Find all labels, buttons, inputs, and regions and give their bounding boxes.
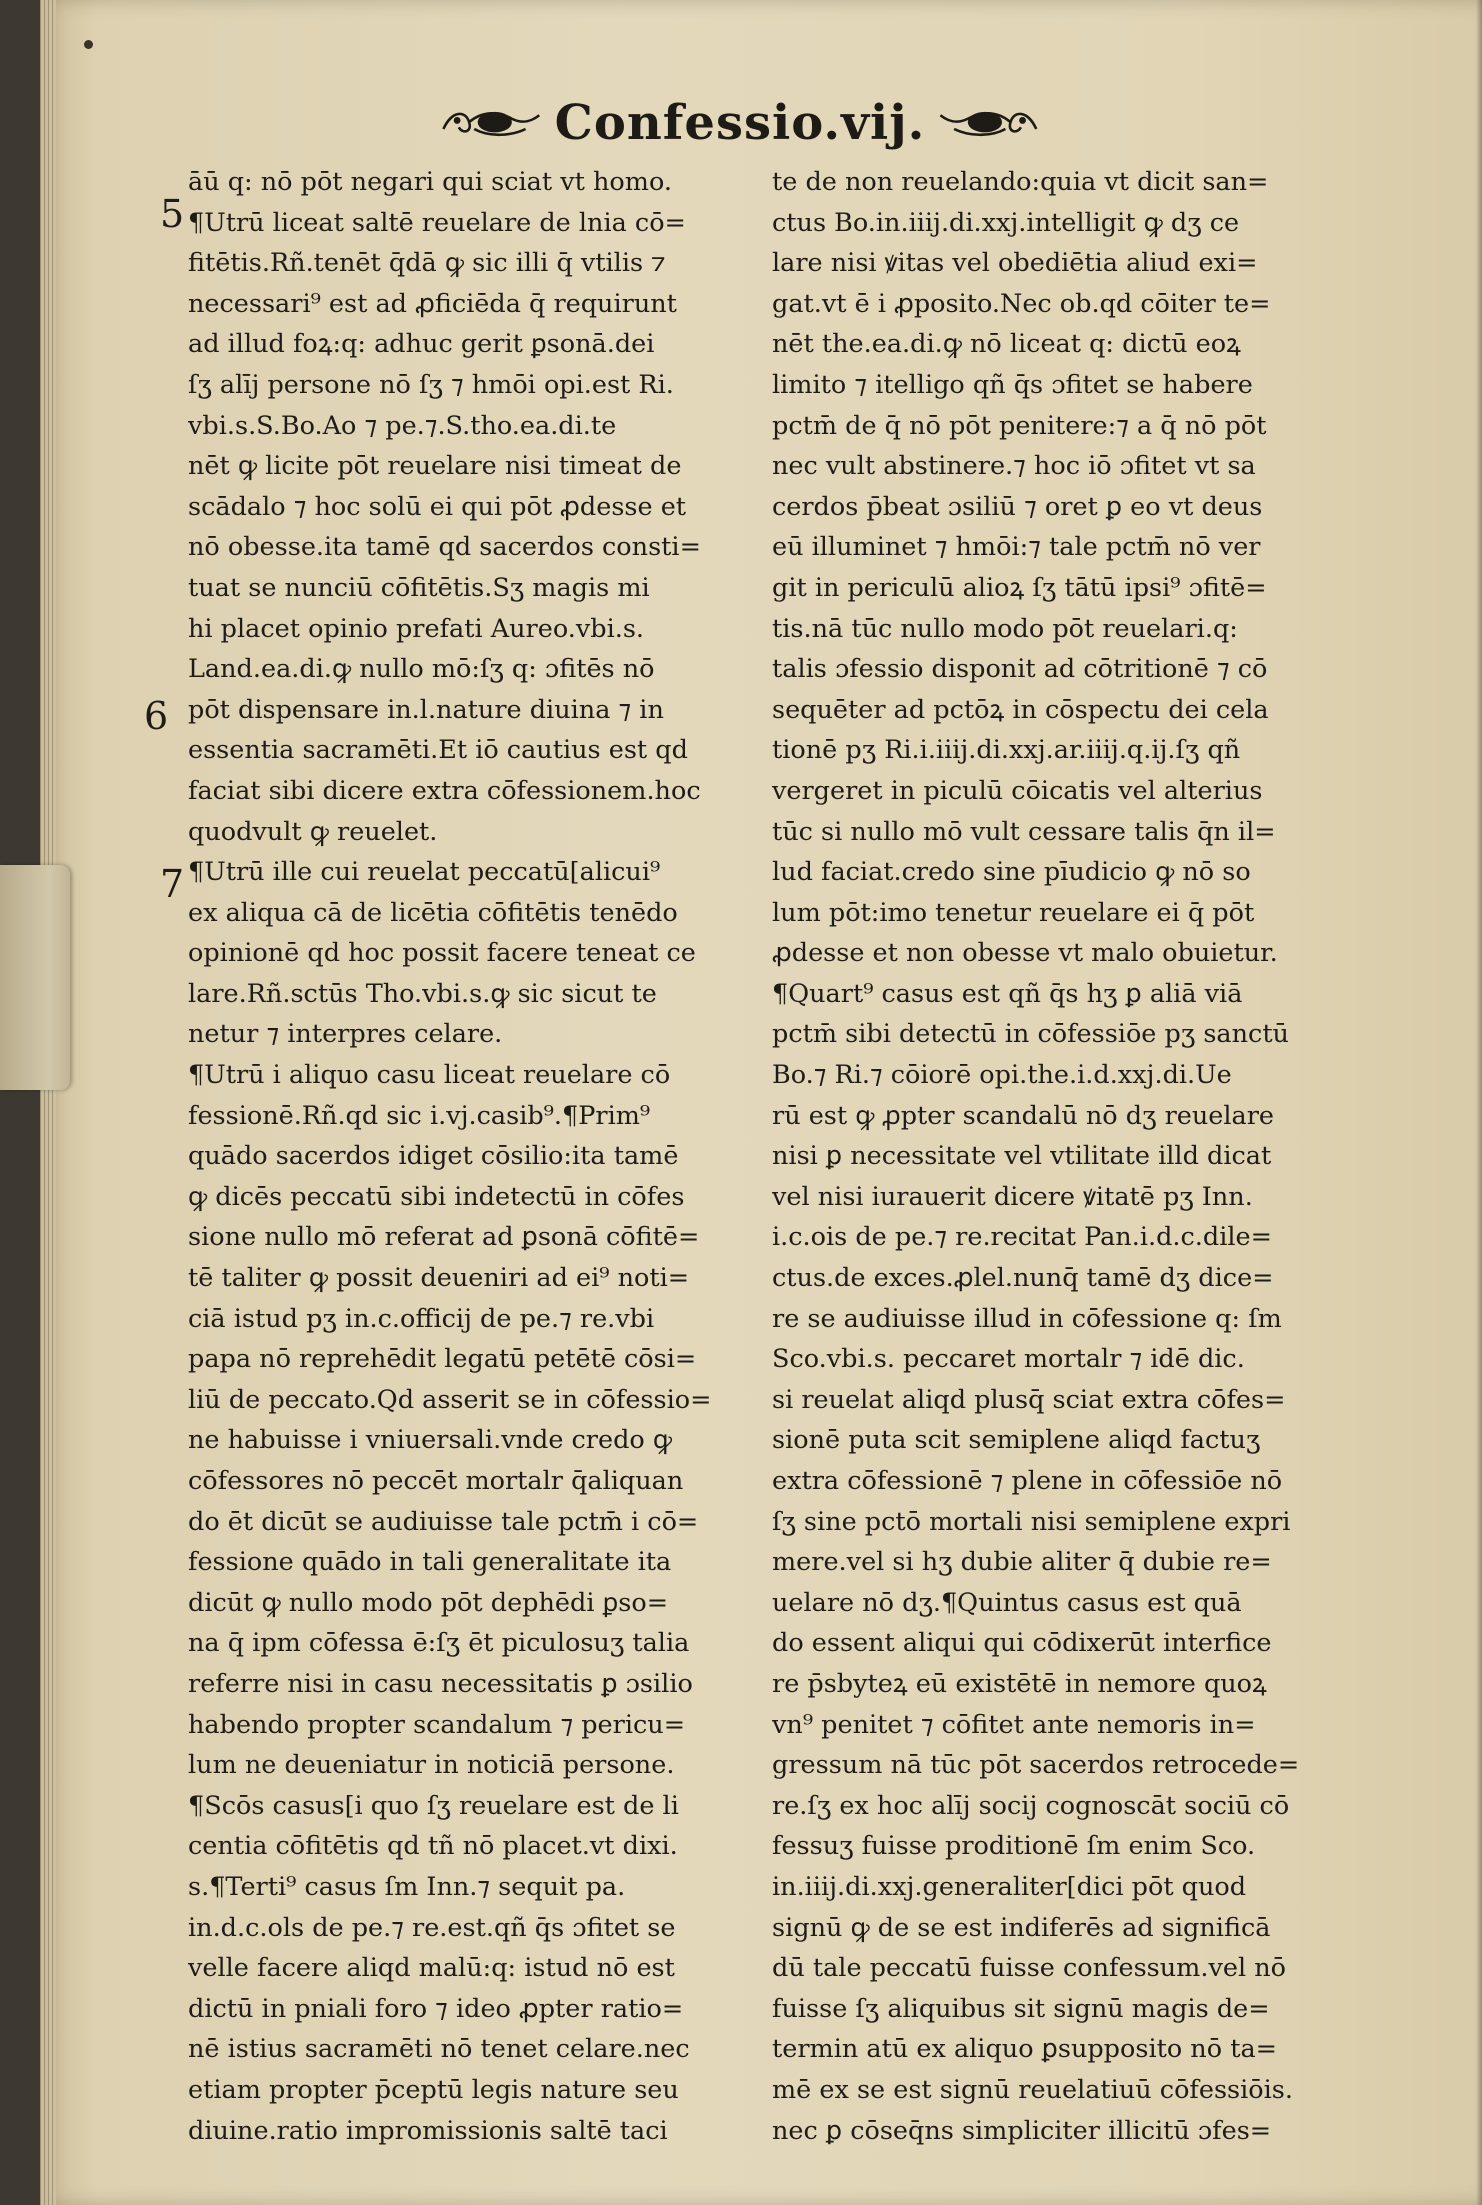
text-line: termin atū ex aliquo ꝑsupposito nō ta= [772, 2034, 1278, 2065]
text-line: re se audiuisse illud in cōfessione q: ſm [772, 1303, 1282, 1334]
text-line: ¶Quart⁹ casus est qñ q̄s hʒ ꝑ aliā viā [772, 978, 1243, 1009]
text-line: gat.vt ē i ꝓposito.Nec ob.qd cōiter te= [772, 288, 1271, 319]
text-line: nēt the.ea.di.ꝙ nō liceat q: dictū eoꝝ [772, 329, 1241, 360]
text-line: hi placet opinio prefati Aureo.vbi.s. [188, 613, 645, 644]
gutter-shadow [1476, 0, 1482, 2205]
text-line: referre nisi in casu necessitatis ꝑ ɔsilio [188, 1668, 693, 1699]
text-line: na q̄ ipm cōfessa ē:ſʒ ēt piculosuʒ talia [188, 1628, 690, 1659]
text-line: ad illud foꝝ:q: adhuc gerit ꝑsonā.dei [188, 329, 655, 360]
text-line: quodvult ꝙ reuelet. [188, 816, 438, 847]
text-line: ctus Bo.in.iiij.di.xxj.intelligit ꝙ dʒ ce [772, 207, 1240, 238]
text-line: git in periculū alioꝝ ſʒ tātū ipsi⁹ ɔfitē= [772, 572, 1267, 603]
text-line: limito ⁊ itelligo qñ q̄s ɔfitet se habere [772, 369, 1253, 400]
text-line: pctm̄ de q̄ nō pōt penitere:⁊ a q̄ nō pōt [772, 410, 1267, 441]
left-ornament-icon [440, 100, 543, 146]
text-line: nē istius sacramēti nō tenet celare.nec [188, 2034, 690, 2065]
text-line: habendo propter scandalum ⁊ pericu= [188, 1709, 686, 1740]
page-edges [40, 0, 56, 2205]
text-line: necessari⁹ est ad ꝓficiēda q̄ requirunt [188, 288, 677, 319]
text-line: tē taliter ꝙ possit deueniri ad ei⁹ noti= [188, 1263, 690, 1294]
text-line: i.c.ois de pe.⁊ re.recitat Pan.i.d.c.dile= [772, 1222, 1272, 1253]
text-line: lum ne deueniatur in noticiā persone. [188, 1750, 675, 1781]
text-line: gressum nā tūc pōt sacerdos retrocede= [772, 1750, 1300, 1781]
text-line: in.iiij.di.xxj.generaliter[dici pōt quod [772, 1871, 1247, 1902]
text-line: vergeret in piculū cōicatis vel alterius [772, 775, 1263, 806]
text-line: vn⁹ penitet ⁊ cōfitet ante nemoris in= [772, 1709, 1256, 1740]
text-line: mere.vel si hʒ dubie aliter q̄ dubie re= [772, 1547, 1272, 1578]
text-line: eū illuminet ⁊ hmōi:⁊ tale pctm̄ nō ver [772, 532, 1261, 563]
text-line: sequēter ad pctōꝝ in cōspectu dei cela [772, 694, 1269, 725]
text-line: re p̄sbyteꝝ eū existētē in nemore quoꝝ [772, 1668, 1267, 1699]
margin-number-7: 7 [160, 862, 185, 906]
text-line: fitētis.Rñ.tenēt q̄dā ꝙ sic illi q̄ vtilis ⁊ [188, 248, 666, 279]
text-line: si reuelat aliqd plusq̄ sciat extra cōfes= [772, 1384, 1286, 1415]
text-line: fuisse ſʒ aliquibus sit signū magis de= [772, 1993, 1270, 2024]
text-line: faciat sibi dicere extra cōfessionem.hoc [188, 775, 701, 806]
left-text-column [188, 162, 803, 2151]
text-line: extra cōfessionē ⁊ plene in cōfessiōe nō [772, 1466, 1283, 1496]
text-line: ¶Utrū liceat saltē reuelare de lnia cō= [188, 207, 686, 238]
text-line: Sco.vbi.s. peccaret mortalr ⁊ idē dic. [772, 1344, 1245, 1375]
text-line: tuat se nunciū cōfitētis.Sʒ magis mi [188, 572, 650, 603]
text-line: dictū in pniali foro ⁊ ideo ꝓpter ratio= [188, 1993, 684, 2024]
text-line: s.¶Terti⁹ casus ſm Inn.⁊ sequit pa. [188, 1871, 626, 1902]
text-line: centia cōfitētis qd tñ nō placet.vt dixi. [188, 1831, 678, 1862]
text-line: Bo.⁊ Ri.⁊ cōiorē opi.the.i.d.xxj.di.Ue [772, 1060, 1232, 1091]
text-line: ex aliqua cā de licētia cōfitētis tenēdo [188, 897, 678, 928]
text-line: ꝙ dicēs peccatū sibi indetectū in cōfes [188, 1181, 685, 1212]
text-line: tionē pʒ Ri.i.iiij.di.xxj.ar.iiij.q.ij.ſʒ qñ [772, 735, 1241, 766]
text-line: etiam propter p̄ceptū legis nature seu [188, 2074, 679, 2105]
text-line: papa nō reprehēdit legatū petētē cōsi= [188, 1344, 697, 1375]
text-line: vel nisi iurauerit dicere ꝟitatē pʒ Inn. [772, 1181, 1253, 1212]
text-line: nec vult abstinere.⁊ hoc iō ɔfitet vt sa [772, 451, 1256, 482]
text-line: ctus.de exces.ꝓlel.nunq̄ tamē dʒ dice= [772, 1263, 1274, 1294]
text-line: pōt dispensare in.l.nature diuina ⁊ in [188, 694, 664, 725]
text-line: ¶Utrū ille cui reuelat peccatū[alicui⁹ [188, 857, 661, 888]
right-ornament-icon [937, 100, 1040, 146]
text-line: ne habuisse i vniuersali.vnde credo ꝙ [188, 1425, 673, 1456]
text-line: ¶Utrū i aliquo casu liceat reuelare cō [188, 1060, 671, 1091]
text-line: velle facere aliqd malū:q: istud nō est [188, 1953, 675, 1984]
text-line: pctm̄ sibi detectū in cōfessiōe pʒ sanctū [772, 1019, 1289, 1050]
right-text-column [772, 162, 1387, 2151]
text-line: āū q: nō pōt negari qui sciat vt homo. [188, 167, 672, 197]
text-line: fessione quādo in tali generalitate ita [188, 1547, 672, 1578]
text-line: do essent aliqui qui cōdixerūt interfice [772, 1628, 1272, 1659]
text-line: nisi ꝑ necessitate vel vtilitate illd dicat [772, 1141, 1272, 1172]
text-line: quādo sacerdos idiget cōsilio:ita tamē [188, 1141, 679, 1172]
text-line: ¶Scōs casus[i quo ſʒ reuelare est de li [188, 1790, 679, 1821]
text-line: tis.nā tūc nullo modo pōt reuelari.q: [772, 613, 1238, 644]
text-line: talis ɔfessio disponit ad cōtritionē ⁊ cō [772, 654, 1268, 685]
text-line: fessuʒ fuisse proditionē ſm enim Sco. [772, 1831, 1256, 1862]
text-line: lud faciat.credo sine pīudicio ꝙ nō so [772, 857, 1251, 888]
text-line: opinionē qd hoc possit facere teneat ce [188, 938, 696, 969]
text-line: ſʒ alīj persone nō ſʒ ⁊ hmōi opi.est Ri. [188, 369, 674, 400]
text-line: fessionē.Rñ.qd sic i.vj.casib⁹.¶Prim⁹ [188, 1100, 651, 1131]
page-header [440, 88, 1040, 158]
text-line: dicūt ꝙ nullo modo pōt dephēdi ꝑso= [188, 1587, 669, 1618]
text-line: nō obesse.ita tamē qd sacerdos consti= [188, 532, 701, 563]
text-line: ſʒ sine pctō mortali nisi semiplene expri [772, 1506, 1291, 1537]
page-tab-marker [0, 865, 70, 1090]
text-line: re.ſʒ ex hoc alīj socij cognoscāt sociū cō [772, 1790, 1290, 1821]
text-line: sionē puta scit semiplene aliqd factuʒ [772, 1425, 1261, 1456]
text-line: lare nisi ꝟitas vel obediētia aliud exi= [772, 248, 1258, 279]
ink-spot [84, 40, 93, 49]
text-line: te de non reuelando:quia vt dicit san= [772, 167, 1269, 197]
text-line: nec ꝑ cōseq̄ns simpliciter illicitū ɔfes= [772, 2115, 1272, 2146]
margin-number-6: 6 [144, 694, 169, 738]
text-line: diuine.ratio impromissionis saltē taci [188, 2115, 668, 2146]
running-title: Confessio.vij. [554, 95, 926, 151]
text-line: nēt ꝙ licite pōt reuelare nisi timeat de [188, 451, 682, 482]
text-line: mē ex se est signū reuelatiuū cōfessiōis. [772, 2074, 1293, 2105]
text-line: cerdos p̄beat ɔsiliū ⁊ oret ꝑ eo vt deus [772, 491, 1263, 522]
text-line: ciā istud pʒ in.c.officij de pe.⁊ re.vbi [188, 1303, 655, 1334]
text-line: signū ꝙ de se est indiferēs ad significā [772, 1912, 1271, 1943]
text-line: cōfessores nō peccēt mortalr q̄aliquan [188, 1466, 684, 1496]
text-line: lum pōt:imo tenetur reuelare ei q̄ pōt [772, 897, 1255, 928]
text-line: dū tale peccatū fuisse confessum.vel nō [772, 1953, 1286, 1984]
text-line: rū est ꝙ ꝓpter scandalū nō dʒ reuelare [772, 1100, 1275, 1131]
text-line: netur ⁊ interpres celare. [188, 1019, 503, 1050]
text-line: essentia sacramēti.Et iō cautius est qd [188, 735, 688, 766]
text-line: in.d.c.ols de pe.⁊ re.est.qñ q̄s ɔfitet se [188, 1912, 676, 1943]
text-line: lare.Rñ.sctūs Tho.vbi.s.ꝙ sic sicut te [188, 978, 657, 1009]
text-line: ꝓdesse et non obesse vt malo obuietur. [772, 938, 1278, 969]
text-line: vbi.s.S.Bo.Ao ⁊ pe.⁊.S.tho.ea.di.te [188, 410, 617, 441]
text-line: do ēt dicūt se audiuisse tale pctm̄ i cō= [188, 1506, 699, 1537]
text-line: Land.ea.di.ꝙ nullo mō:ſʒ q: ɔfitēs nō [188, 654, 655, 685]
text-line: scādalo ⁊ hoc solū ei qui pōt ꝓdesse et [188, 491, 687, 522]
text-line: sione nullo mō referat ad ꝑsonā cōfitē= [188, 1222, 700, 1253]
text-line: uelare nō dʒ.¶Quintus casus est quā [772, 1587, 1242, 1618]
text-line: tūc si nullo mō vult cessare talis q̄n il= [772, 816, 1276, 847]
text-line: liū de peccato.Qd asserit se in cōfessio= [188, 1384, 712, 1415]
margin-number-5: 5 [160, 192, 185, 236]
